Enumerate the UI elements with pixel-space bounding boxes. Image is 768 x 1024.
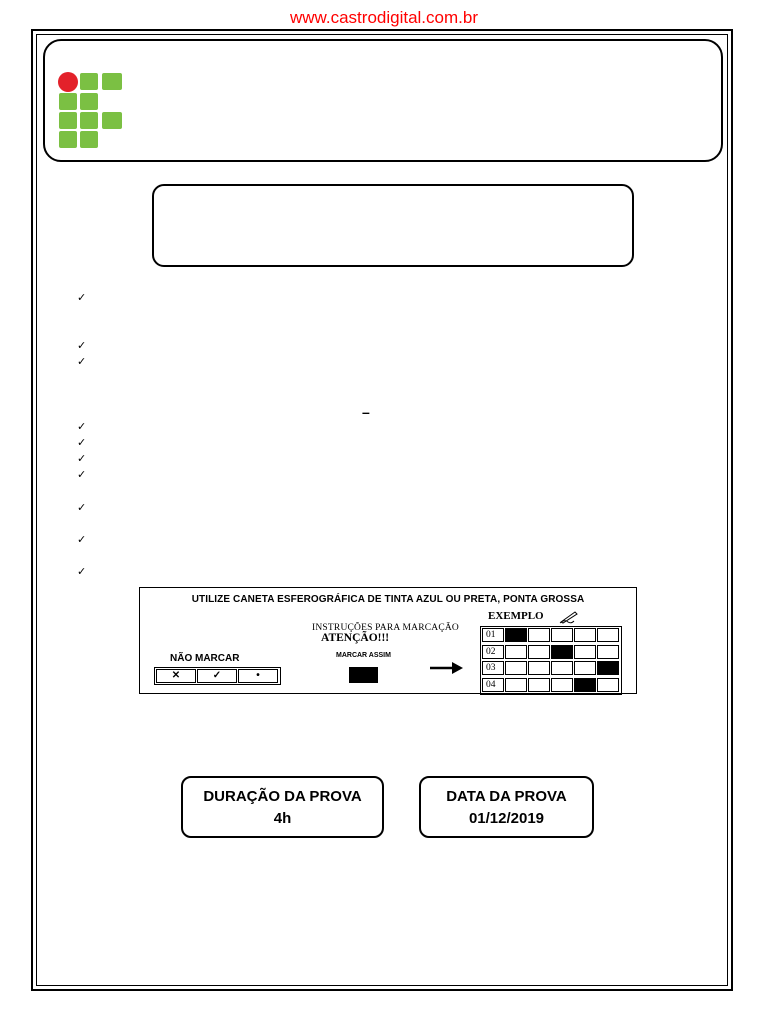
example-row-number: 03 (482, 661, 504, 675)
example-row-number: 02 (482, 645, 504, 659)
cross-icon: ✕ (156, 669, 196, 683)
dont-mark-examples (154, 667, 281, 685)
duration-value: 4h (273, 810, 292, 827)
example-cell (574, 661, 596, 675)
example-label: EXEMPLO (488, 610, 544, 622)
exam-date-value: 01/12/2019 (468, 810, 545, 827)
check-icon: ✓ (77, 533, 87, 546)
header-box (43, 39, 723, 162)
example-cell (505, 661, 527, 675)
example-cell (528, 678, 550, 692)
example-answer-grid (480, 626, 622, 695)
dash-mark: – (362, 404, 370, 420)
instituto-federal-logo-icon (58, 72, 124, 150)
check-icon: ✓ (77, 436, 87, 449)
example-cell (528, 628, 550, 642)
exam-date-label: DATA DA PROVA (446, 788, 567, 805)
check-icon: ✓ (77, 355, 87, 368)
example-row-number: 04 (482, 678, 504, 692)
dont-mark-label: NÃO MARCAR (170, 653, 240, 664)
example-cell (574, 645, 596, 659)
example-cell (574, 628, 596, 642)
check-icon: ✓ (77, 339, 87, 352)
example-cell-filled (505, 628, 527, 642)
example-grid-row (482, 645, 620, 661)
example-cell (597, 628, 619, 642)
example-cell (551, 678, 573, 692)
example-cell (528, 645, 550, 659)
instructions-subtitle: INSTRUÇÕES PARA MARCAÇÃO (312, 623, 459, 633)
watermark-url: www.castrodigital.com.br (289, 8, 478, 27)
example-cell (551, 661, 573, 675)
example-grid-row (482, 678, 620, 694)
check-icon: ✓ (77, 468, 87, 481)
check-icon: ✓ (77, 420, 87, 433)
checkmark-icon: ✓ (197, 669, 237, 683)
example-grid-row (482, 661, 620, 677)
arrow-right-icon (430, 659, 464, 677)
exam-title-box (152, 184, 634, 267)
example-cell-filled (551, 645, 573, 659)
example-cell (597, 678, 619, 692)
example-grid-row (482, 628, 620, 644)
check-icon: ✓ (77, 501, 87, 514)
check-icon: ✓ (77, 452, 87, 465)
filled-mark-example (349, 667, 378, 683)
example-cell (551, 628, 573, 642)
duration-box (181, 776, 384, 838)
example-cell-filled (597, 661, 619, 675)
duration-label: DURAÇÃO DA PROVA (203, 788, 362, 805)
example-row-number: 01 (482, 628, 504, 642)
exam-date-box (419, 776, 594, 838)
pen-writing-icon (559, 610, 579, 624)
check-icon: ✓ (77, 291, 87, 304)
attention-label: ATENÇÃO!!! (321, 632, 390, 644)
page-border-inner (36, 34, 728, 986)
instructions-title: UTILIZE CANETA ESFEROGRÁFICA DE TINTA AZUL OU PRETA, PONTA GROSSA (191, 594, 585, 605)
marking-instructions-box (139, 587, 637, 694)
example-cell (528, 661, 550, 675)
example-cell (597, 645, 619, 659)
check-icon: ✓ (77, 565, 87, 578)
example-cell-filled (574, 678, 596, 692)
dot-icon: • (238, 669, 278, 683)
mark-like-this-label: MARCAR ASSIM (336, 652, 391, 659)
example-cell (505, 645, 527, 659)
example-cell (505, 678, 527, 692)
